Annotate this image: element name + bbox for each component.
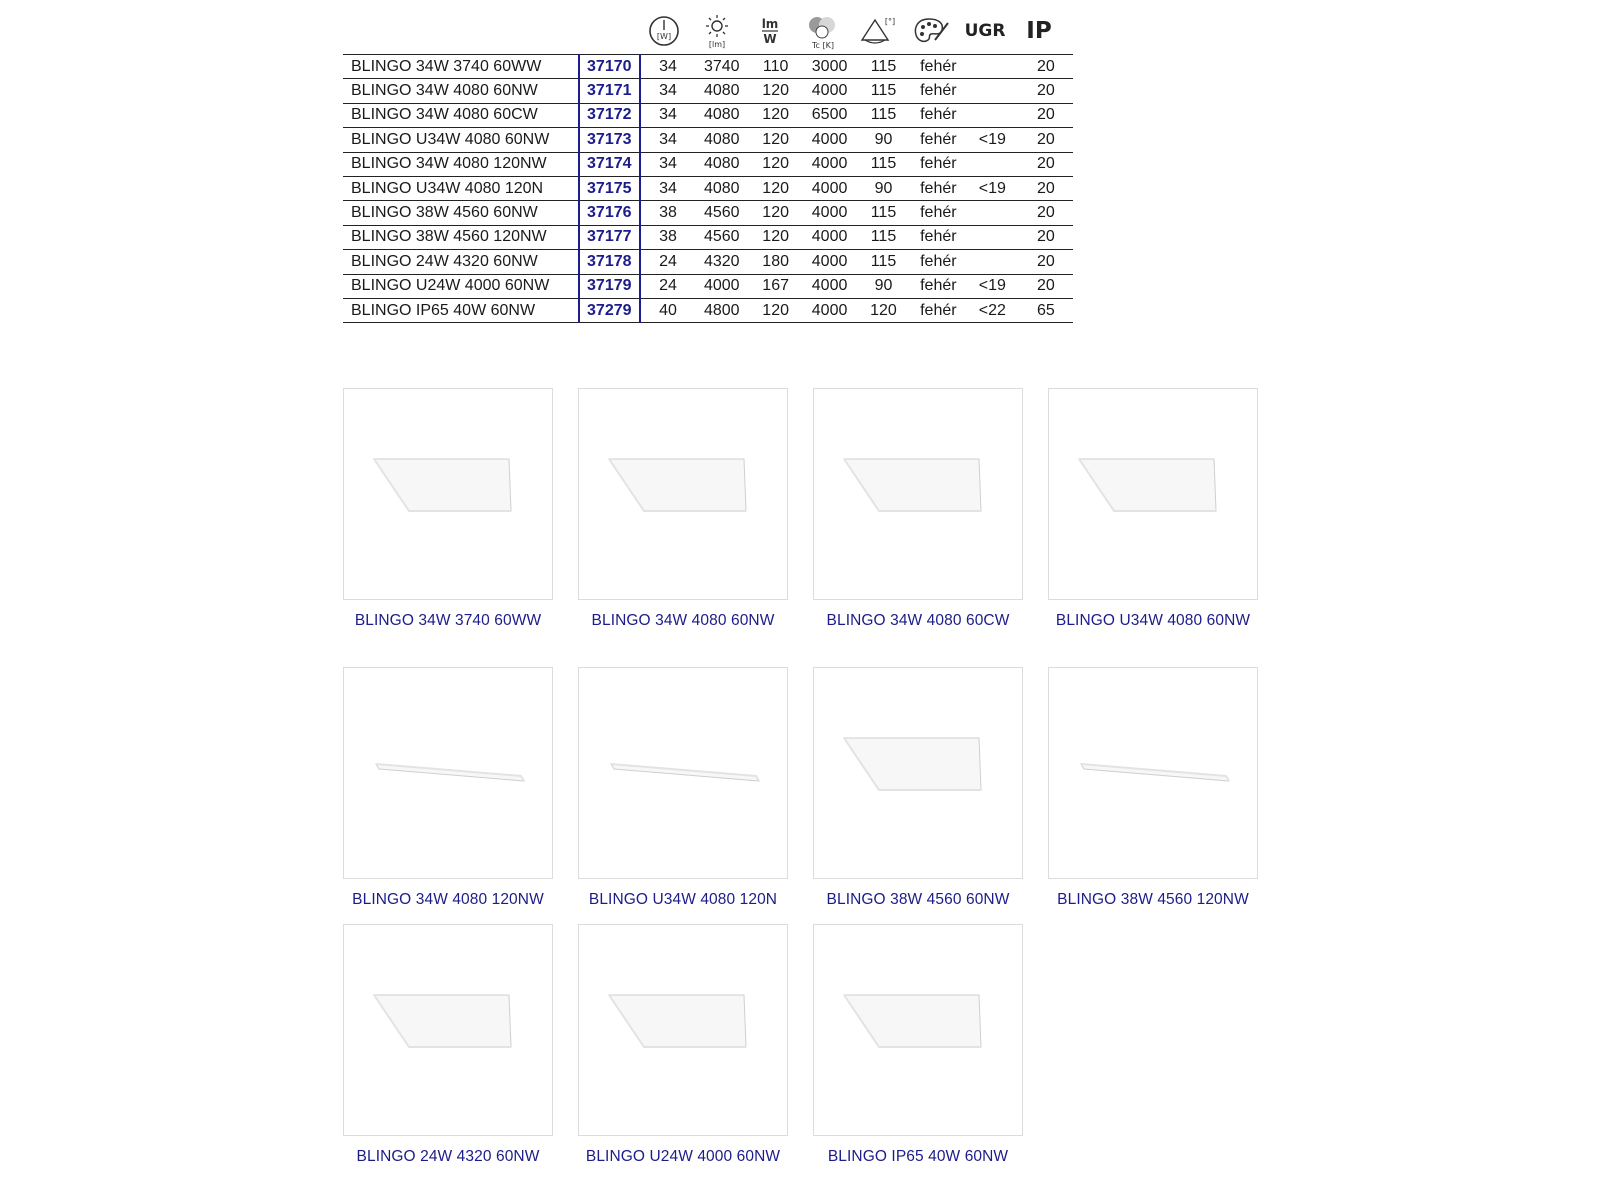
table-cell-k: 6500 <box>803 103 856 127</box>
table-row <box>343 79 1073 103</box>
product-card[interactable] <box>578 924 788 1168</box>
table-cell-name: BLINGO 34W 3740 60WW <box>343 55 579 79</box>
table-cell-lm: 4080 <box>695 79 748 103</box>
svg-text:Tc [K]: Tc [K] <box>812 41 834 50</box>
table-cell-name: BLINGO 24W 4320 60NW <box>343 250 579 274</box>
product-caption-link[interactable]: BLINGO U34W 4080 120N <box>588 891 778 908</box>
product-card[interactable] <box>578 388 788 632</box>
table-cell-lmw: 167 <box>748 274 803 298</box>
table-cell-k: 4000 <box>803 79 856 103</box>
table-cell-lmw: 120 <box>748 201 803 225</box>
table-cell-ugr <box>966 55 1019 79</box>
table-cell-lm: 4080 <box>695 103 748 127</box>
table-cell-ugr <box>966 152 1019 176</box>
table-cell-w: 40 <box>640 298 695 322</box>
table-cell-lmw: 120 <box>748 298 803 322</box>
table-cell-ugr: <19 <box>966 176 1019 200</box>
product-caption-link[interactable]: BLINGO 38W 4560 60NW <box>826 891 1010 908</box>
product-code-link[interactable]: 37174 <box>579 152 640 176</box>
spec-table <box>343 54 1073 323</box>
table-cell-ugr <box>966 250 1019 274</box>
table-cell-deg: 120 <box>856 298 911 322</box>
product-caption-link[interactable]: BLINGO 38W 4560 120NW <box>1057 891 1249 908</box>
table-cell-k: 3000 <box>803 55 856 79</box>
led-panel-illustration <box>814 925 1022 1135</box>
table-cell-name: BLINGO 34W 4080 120NW <box>343 152 579 176</box>
product-image[interactable] <box>578 924 788 1136</box>
table-cell-lmw: 180 <box>748 250 803 274</box>
table-row <box>343 152 1073 176</box>
led-panel-illustration <box>579 389 787 599</box>
product-image[interactable] <box>813 388 1023 600</box>
table-cell-k: 4000 <box>803 201 856 225</box>
table-cell-ugr <box>966 225 1019 249</box>
product-image[interactable] <box>813 924 1023 1136</box>
beam-angle-icon <box>855 8 899 54</box>
led-panel-illustration <box>344 389 552 599</box>
table-cell-name: BLINGO U34W 4080 120N <box>343 176 579 200</box>
table-row <box>343 274 1073 298</box>
table-cell-k: 4000 <box>803 128 856 152</box>
table-cell-ip: 20 <box>1019 225 1073 249</box>
table-cell-ip: 20 <box>1019 79 1073 103</box>
table-cell-deg: 115 <box>856 225 911 249</box>
table-cell-ugr: <19 <box>966 274 1019 298</box>
table-cell-deg: 115 <box>856 152 911 176</box>
product-card[interactable] <box>343 388 553 632</box>
table-cell-w: 24 <box>640 250 695 274</box>
power-watt-icon <box>642 8 686 54</box>
product-caption-link[interactable]: BLINGO U24W 4000 60NW <box>585 1148 781 1165</box>
table-cell-ip: 20 <box>1019 55 1073 79</box>
led-panel-illustration <box>579 668 787 878</box>
table-cell-name: BLINGO 38W 4560 120NW <box>343 225 579 249</box>
table-cell-lmw: 120 <box>748 128 803 152</box>
table-cell-name: BLINGO 34W 4080 60CW <box>343 103 579 127</box>
table-cell-color: fehér <box>911 79 966 103</box>
table-row <box>343 128 1073 152</box>
table-cell-ugr <box>966 79 1019 103</box>
table-cell-lmw: 120 <box>748 79 803 103</box>
table-cell-ip: 20 <box>1019 201 1073 225</box>
table-cell-lm: 4320 <box>695 250 748 274</box>
led-panel-illustration <box>1049 389 1257 599</box>
table-cell-deg: 115 <box>856 55 911 79</box>
table-cell-ugr: <22 <box>966 298 1019 322</box>
product-code-link[interactable]: 37170 <box>579 55 640 79</box>
efficacy-icon <box>748 8 792 54</box>
table-cell-k: 4000 <box>803 274 856 298</box>
table-cell-color: fehér <box>911 152 966 176</box>
svg-text:W: W <box>763 32 777 46</box>
svg-text:lm: lm <box>761 17 779 31</box>
product-image[interactable] <box>813 667 1023 879</box>
product-image[interactable] <box>343 924 553 1136</box>
svg-text:[W]: [W] <box>656 32 672 41</box>
table-cell-color: fehér <box>911 274 966 298</box>
product-caption-link[interactable]: BLINGO 34W 4080 120NW <box>352 891 544 908</box>
table-cell-color: fehér <box>911 176 966 200</box>
table-cell-k: 4000 <box>803 298 856 322</box>
table-cell-ugr <box>966 201 1019 225</box>
product-card[interactable] <box>343 667 553 911</box>
table-cell-deg: 115 <box>856 201 911 225</box>
table-cell-w: 38 <box>640 201 695 225</box>
table-cell-lm: 4080 <box>695 128 748 152</box>
product-image[interactable] <box>578 388 788 600</box>
table-cell-lmw: 120 <box>748 225 803 249</box>
table-cell-name: BLINGO 38W 4560 60NW <box>343 201 579 225</box>
table-row <box>343 103 1073 127</box>
product-code-link[interactable]: 37175 <box>579 176 640 200</box>
product-image[interactable] <box>1048 667 1258 879</box>
table-cell-name: BLINGO IP65 40W 60NW <box>343 298 579 322</box>
table-cell-w: 38 <box>640 225 695 249</box>
led-panel-illustration <box>814 389 1022 599</box>
product-code-link[interactable]: 37173 <box>579 128 640 152</box>
table-cell-name: BLINGO U24W 4000 60NW <box>343 274 579 298</box>
luminous-flux-icon <box>695 8 739 54</box>
table-cell-lmw: 120 <box>748 152 803 176</box>
product-card[interactable] <box>578 667 788 911</box>
table-cell-deg: 90 <box>856 274 911 298</box>
led-panel-illustration <box>344 668 552 878</box>
product-caption-link[interactable]: BLINGO IP65 40W 60NW <box>827 1148 1009 1165</box>
product-caption-link[interactable]: BLINGO U34W 4080 60NW <box>1055 612 1251 629</box>
led-panel-illustration <box>1049 668 1257 878</box>
product-code-link[interactable]: 37171 <box>579 79 640 103</box>
product-image[interactable] <box>578 667 788 879</box>
table-cell-k: 4000 <box>803 176 856 200</box>
product-code-link[interactable]: 37178 <box>579 250 640 274</box>
product-caption-link[interactable]: BLINGO 34W 4080 60CW <box>826 612 1010 629</box>
product-image[interactable] <box>343 388 553 600</box>
product-card[interactable] <box>1048 667 1258 911</box>
table-cell-lmw: 120 <box>748 103 803 127</box>
table-cell-lm: 4560 <box>695 225 748 249</box>
product-code-link[interactable]: 37279 <box>579 298 640 322</box>
table-cell-deg: 115 <box>856 250 911 274</box>
color-palette-icon <box>909 8 953 54</box>
table-cell-deg: 115 <box>856 79 911 103</box>
table-row <box>343 55 1073 79</box>
table-cell-ip: 20 <box>1019 103 1073 127</box>
table-cell-ip: 20 <box>1019 176 1073 200</box>
table-cell-deg: 90 <box>856 128 911 152</box>
table-cell-deg: 90 <box>856 176 911 200</box>
table-cell-color: fehér <box>911 128 966 152</box>
product-code-link[interactable]: 37179 <box>579 274 640 298</box>
product-card[interactable] <box>813 388 1023 632</box>
table-cell-color: fehér <box>911 225 966 249</box>
ip-rating-icon: IP <box>1026 18 1052 44</box>
table-cell-k: 4000 <box>803 250 856 274</box>
table-cell-lmw: 120 <box>748 176 803 200</box>
table-row <box>343 225 1073 249</box>
product-caption-link[interactable]: BLINGO 24W 4320 60NW <box>356 1148 540 1165</box>
table-cell-color: fehér <box>911 201 966 225</box>
product-card[interactable] <box>813 667 1023 911</box>
table-cell-k: 4000 <box>803 225 856 249</box>
table-cell-w: 34 <box>640 55 695 79</box>
product-card[interactable] <box>343 924 553 1168</box>
table-cell-name: BLINGO 34W 4080 60NW <box>343 79 579 103</box>
table-cell-w: 34 <box>640 128 695 152</box>
table-cell-color: fehér <box>911 250 966 274</box>
table-cell-color: fehér <box>911 298 966 322</box>
table-cell-lm: 3740 <box>695 55 748 79</box>
table-cell-ugr: <19 <box>966 128 1019 152</box>
table-cell-ip: 20 <box>1019 152 1073 176</box>
led-panel-illustration <box>344 925 552 1135</box>
led-panel-illustration <box>579 925 787 1135</box>
table-cell-lm: 4000 <box>695 274 748 298</box>
table-cell-w: 34 <box>640 103 695 127</box>
product-image[interactable] <box>343 667 553 879</box>
product-code-link[interactable]: 37177 <box>579 225 640 249</box>
table-cell-name: BLINGO U34W 4080 60NW <box>343 128 579 152</box>
svg-text:[°]: [°] <box>884 17 896 26</box>
table-cell-w: 24 <box>640 274 695 298</box>
product-code-link[interactable]: 37172 <box>579 103 640 127</box>
table-cell-ip: 20 <box>1019 128 1073 152</box>
table-cell-lm: 4800 <box>695 298 748 322</box>
led-panel-illustration <box>814 668 1022 878</box>
table-cell-ip: 65 <box>1019 298 1073 322</box>
table-row <box>343 201 1073 225</box>
product-code-link[interactable]: 37176 <box>579 201 640 225</box>
product-card[interactable] <box>813 924 1023 1168</box>
table-cell-w: 34 <box>640 176 695 200</box>
table-cell-w: 34 <box>640 79 695 103</box>
table-cell-lmw: 110 <box>748 55 803 79</box>
table-cell-color: fehér <box>911 103 966 127</box>
product-image[interactable] <box>1048 388 1258 600</box>
table-cell-ip: 20 <box>1019 274 1073 298</box>
table-cell-lm: 4080 <box>695 152 748 176</box>
color-temperature-icon <box>801 8 845 54</box>
spec-table-section <box>343 8 1073 323</box>
table-cell-w: 34 <box>640 152 695 176</box>
table-cell-color: fehér <box>911 55 966 79</box>
spec-header-icons <box>343 8 1073 54</box>
table-cell-deg: 115 <box>856 103 911 127</box>
table-cell-ugr <box>966 103 1019 127</box>
svg-text:[lm]: [lm] <box>708 40 726 49</box>
table-cell-ip: 20 <box>1019 250 1073 274</box>
table-row <box>343 176 1073 200</box>
ugr-icon: UGR <box>964 21 1006 41</box>
table-row <box>343 250 1073 274</box>
table-cell-lm: 4560 <box>695 201 748 225</box>
product-caption-link[interactable]: BLINGO 34W 4080 60NW <box>591 612 775 629</box>
table-cell-lm: 4080 <box>695 176 748 200</box>
table-row <box>343 298 1073 322</box>
product-caption-link[interactable]: BLINGO 34W 3740 60WW <box>354 612 542 629</box>
table-cell-k: 4000 <box>803 152 856 176</box>
product-card[interactable] <box>1048 388 1258 632</box>
